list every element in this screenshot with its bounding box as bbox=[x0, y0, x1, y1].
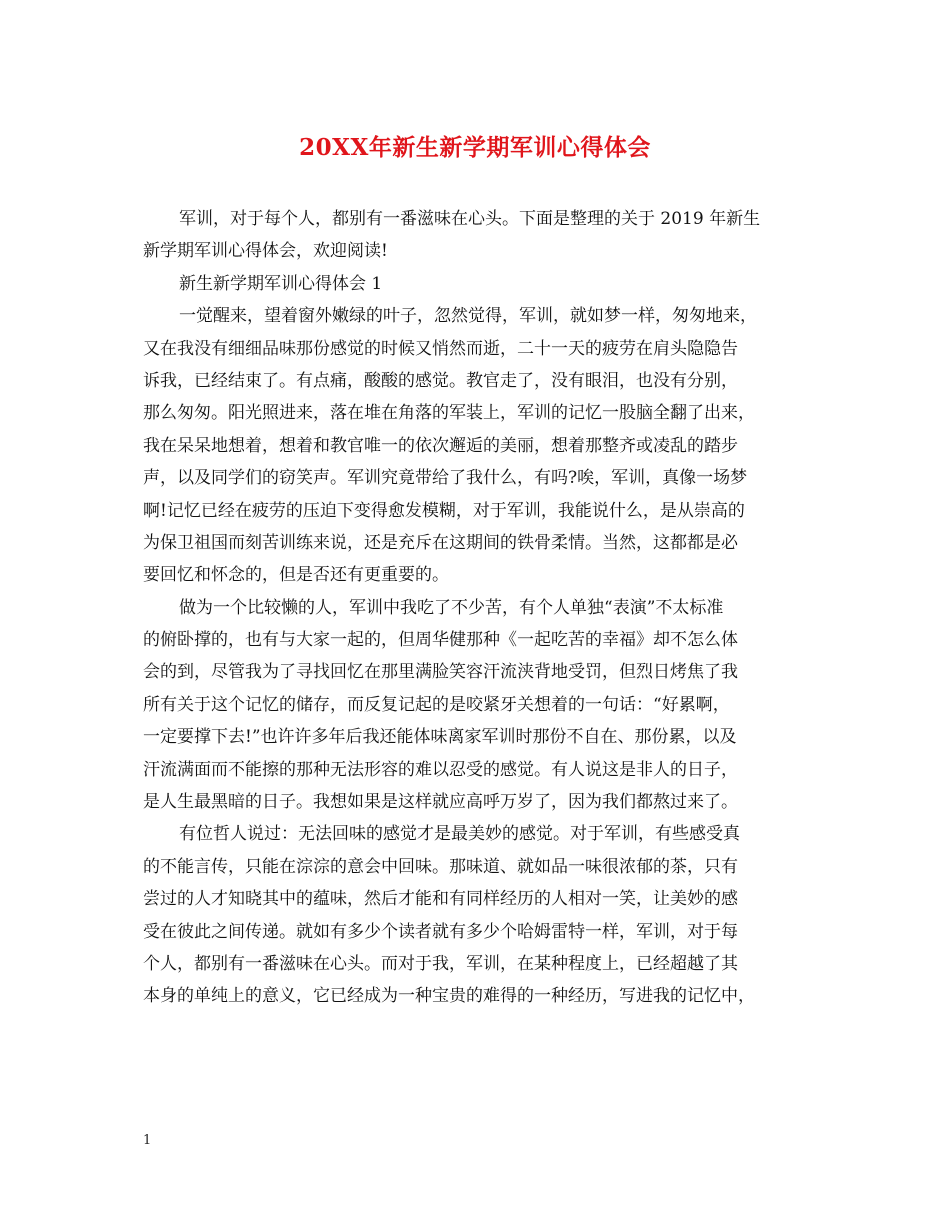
text-line: 新学期军训心得体会，欢迎阅读! bbox=[143, 241, 388, 262]
text-line: 声，以及同学们的窃笑声。军训究竟带给了我什么，有吗?唉，军训，真像一场梦 bbox=[143, 468, 748, 489]
text-line: 尝过的人才知晓其中的蕴味，然后才能和有同样经历的人相对一笑，让美妙的感 bbox=[143, 889, 738, 910]
text-line: 一定要撑下去!”也许许多年后我还能体味离家军训时那份不自在、那份累，以及 bbox=[143, 727, 737, 748]
text-line: 为保卫祖国而刻苦训练来说，还是充斥在这期间的铁骨柔情。当然，这都都是必 bbox=[143, 532, 738, 553]
text-line: 有位哲人说过：无法回味的感觉才是最美妙的感觉。对于军训，有些感受真 bbox=[179, 824, 740, 845]
text-line: 又在我没有细细品味那份感觉的时候又悄然而逝，二十一天的疲劳在肩头隐隐告 bbox=[143, 338, 738, 359]
text-line: 一觉醒来，望着窗外嫩绿的叶子，忽然觉得，军训，就如梦一样，匆匆地来， bbox=[179, 306, 757, 327]
text-line: 新生新学期军训心得体会 1 bbox=[179, 273, 383, 294]
text-line: 会的到，尽管我为了寻找回忆在那里满脸笑容汗流浃背地受罚，但烈日烤焦了我 bbox=[143, 662, 738, 683]
text-line: 个人，都别有一番滋味在心头。而对于我，军训，在某种程度上，已经超越了其 bbox=[143, 953, 738, 974]
text-line: 我在呆呆地想着，想着和教官唯一的依次邂逅的美丽，想着那整齐或凌乱的踏步 bbox=[143, 435, 738, 456]
text-line: 是人生最黑暗的日子。我想如果是这样就应高呼万岁了，因为我们都熬过来了。 bbox=[143, 792, 738, 813]
text-line: 的俯卧撑的，也有与大家一起的，但周华健那种《一起吃苦的幸福》却不怎么体 bbox=[143, 630, 738, 651]
text-line: 要回忆和怀念的，但是否还有更重要的。 bbox=[143, 565, 449, 586]
text-line: 军训，对于每个人，都别有一番滋味在心头。下面是整理的关于 2019 年新生 bbox=[179, 209, 761, 229]
text-line: 做为一个比较懒的人，军训中我吃了不少苦，有个人单独“表演”不太标准 bbox=[179, 597, 724, 618]
document-body bbox=[143, 203, 823, 1013]
text-line: 汗流满面而不能擦的那种无法形容的难以忍受的感觉。有人说这是非人的日子， bbox=[143, 759, 738, 780]
text-line: 受在彼此之间传递。就如有多少个读者就有多少个哈姆雷特一样，军训，对于每 bbox=[143, 921, 738, 942]
text-line: 本身的单纯上的意义，它已经成为一种宝贵的难得的一种经历，写进我的记忆中， bbox=[143, 986, 755, 1007]
document-title: 20XX年新生新学期军训心得体会 bbox=[299, 134, 651, 161]
page-number: 1 bbox=[143, 1133, 152, 1148]
text-line: 所有关于这个记忆的储存，而反复记起的是咬紧牙关想着的一句话：“好累啊， bbox=[143, 694, 730, 715]
text-line: 的不能言传，只能在淙淙的意会中回味。那味道、就如品一味很浓郁的茶，只有 bbox=[143, 856, 738, 877]
text-line: 那么匆匆。阳光照进来，落在堆在角落的军装上，军训的记忆一股脑全翻了出来， bbox=[143, 403, 755, 424]
text-line: 啊!记忆已经在疲劳的压迫下变得愈发模糊，对于军训，我能说什么，是从崇高的 bbox=[143, 500, 745, 521]
text-line: 诉我，已经结束了。有点痛，酸酸的感觉。教官走了，没有眼泪，也没有分别， bbox=[143, 370, 738, 391]
